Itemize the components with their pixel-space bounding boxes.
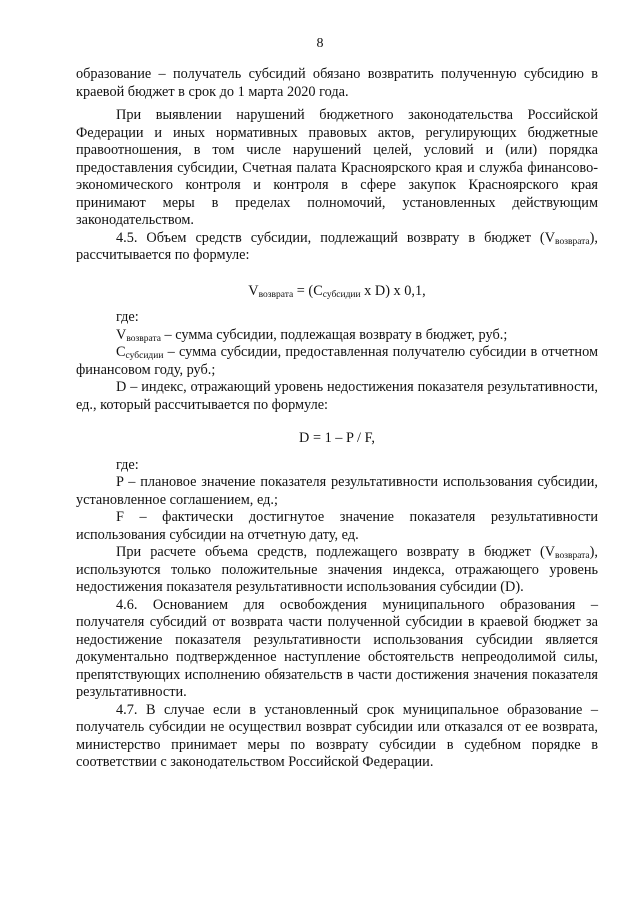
symbol-v: V (116, 326, 127, 343)
definition-v-text: – сумма субсидии, подлежащая возврату в бюджет, руб.; (160, 326, 508, 343)
paragraph-4-6: 4.6. Основанием для освобождения муниципального образования – получателя субсидий от возврата части полученной субсидии в краевой бюджет за недостижение показателя результативности использования субсидии является документально подтвержденное наступление обстоятельств непреодолимой силы, препятствующих исполнению обязательств в части достижения значения показателя результативности. (76, 596, 598, 700)
definition-c (76, 344, 598, 379)
paragraph-calculation (76, 544, 598, 597)
subscript-vozvrata-2: возврата (555, 551, 590, 561)
paragraph-calculation-text-end: ), используются только положительные значения индекса, отражающего уровень недостижения показателя результативности использования субсидии (D). (76, 544, 598, 595)
paragraph-calculation-text: При расчете объема средств, подлежащего возврату в бюджет (V (116, 544, 556, 560)
definition-f: F – фактически достигнутое значение показателя результативности использования субсидии на отчетную дату, ед. (76, 509, 598, 543)
paragraph-continuation: образование – получатель субсидий обязано возвратить полученную субсидию в краевой бюджет в срок до 1 марта 2020 года. (76, 66, 598, 100)
formula-v-subscript: возврата (258, 289, 294, 300)
symbol-v-subscript: возврата (126, 333, 161, 344)
subscript-vozvrata: возврата (555, 236, 590, 247)
where-label-2: где: (116, 456, 139, 473)
paragraph-4-5-text: 4.5. Объем средств субсидии, подлежащий возврату в бюджет (V (116, 229, 556, 246)
formula-return-amount (76, 283, 598, 301)
paragraph-violations: При выявлении нарушений бюджетного законодательства Российской Федерации и иных нормативных правовых актов, регулирующих бюджетные правоотношения, в том числе нарушений целей, условий и (или) порядка предоставления субсидии, Счетная палата Красноярского края и служба финансово-экономического контроля и контроля в сфере закупок Красноярского края принимают меры в пределах полномочий, установленных действующим законодательством. (76, 107, 598, 228)
symbol-c-subscript: субсидии (125, 351, 164, 361)
formula-v: V (248, 282, 259, 299)
formula-index-d: D = 1 – P / F, (299, 430, 375, 446)
formula-tail: x D) x 0,1, (360, 282, 426, 299)
document-body (76, 66, 598, 772)
paragraph-4-7: 4.7. В случае если в установленный срок муниципальное образование – получатель субсидии не осуществил возврат субсидии или отказался от ее возврата, министерство принимает меры по возврату субсидии в судебном порядке в соответствии с законодательством Российской Федерации. (76, 701, 598, 770)
where-label-1: где: (116, 309, 139, 325)
formula-c-subscript: субсидии (322, 289, 361, 300)
definition-c-text: – сумма субсидии, предоставленная получателю субсидии в отчетном финансовом году, руб.; (76, 344, 598, 378)
definition-p: P – плановое значение показателя результативности использования субсидии, установленное соглашением, ед.; (76, 474, 598, 508)
symbol-c: C (116, 344, 126, 360)
paragraph-4-5 (76, 230, 598, 265)
definition-v (76, 327, 598, 345)
formula-equals-c: = (C (293, 282, 323, 299)
page-number: 8 (316, 36, 324, 51)
definition-d: D – индекс, отражающий уровень недостижения показателя результативности, ед., который рассчитывается по формуле: (76, 379, 598, 413)
paragraph-4-5-text-end: ), рассчитывается по формуле: (76, 229, 598, 263)
